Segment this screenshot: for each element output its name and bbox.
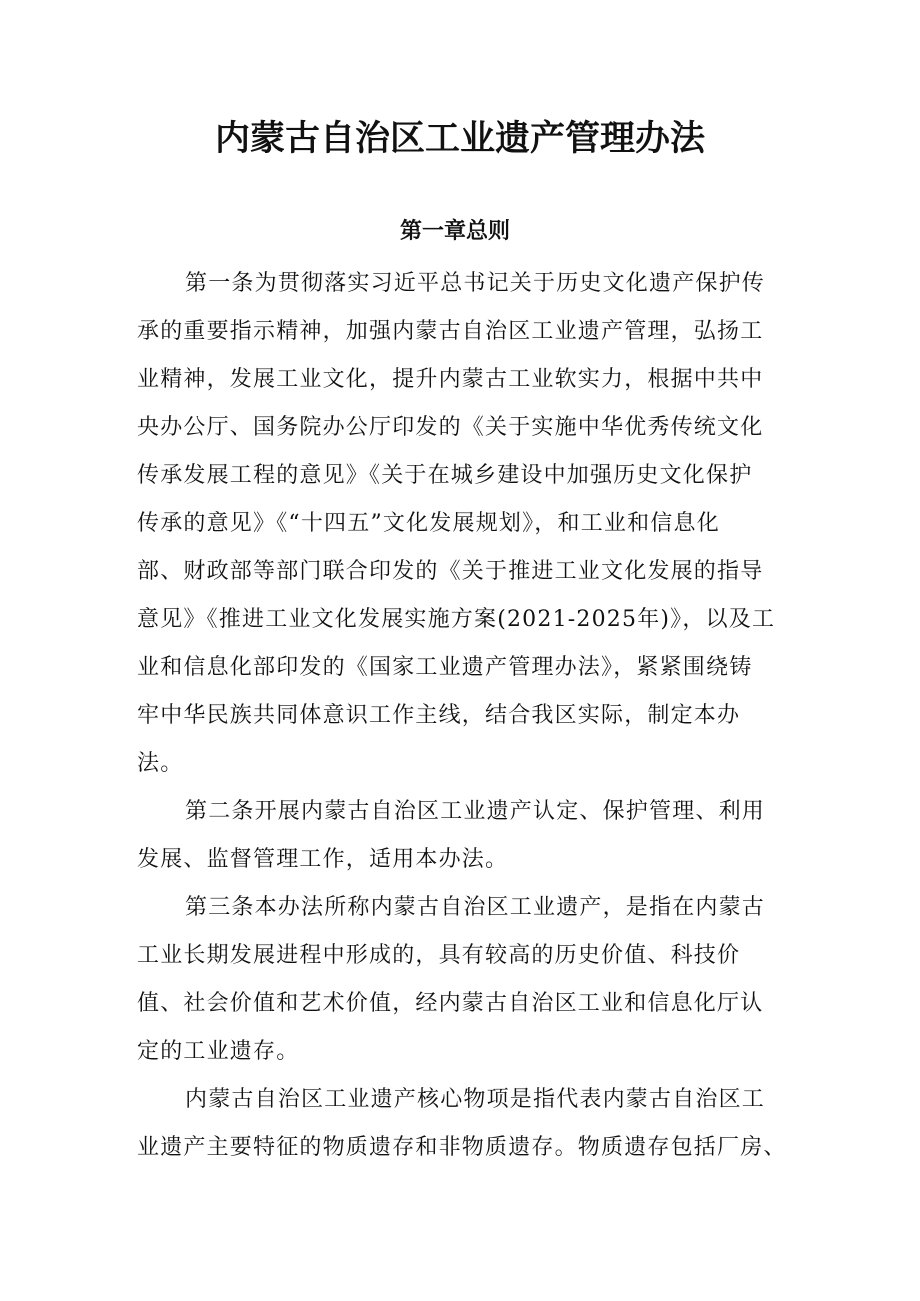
paragraph-line: 内蒙古自治区工业遗产核心物项是指代表内蒙古自治区工 <box>185 1087 766 1112</box>
chapter-heading: 第一章总则 <box>399 218 510 244</box>
document-title: 内蒙古自治区工业遗产管理办法 <box>214 119 705 159</box>
paragraph-line: 业遗产主要特征的物质遗存和非物质遗存。物质遗存包括厂房、 <box>137 1135 787 1160</box>
paragraph-line: 业和信息化部印发的《国家工业遗产管理办法》，紧紧围绕铸 <box>137 655 753 680</box>
paragraph-line: 意见》《推进工业文化发展实施方案(2021-2025年)》，以及工 <box>137 607 776 632</box>
paragraph-line: 第一条为贯彻落实习近平总书记关于历史文化遗产保护传 <box>185 271 766 296</box>
paragraph-line: 传承的意见》《“十四五”文化发展规划》，和工业和信息化 <box>137 511 720 536</box>
paragraph-line: 值、社会价值和艺术价值，经内蒙古自治区工业和信息化厅认 <box>137 991 764 1016</box>
paragraph-line: 第三条本办法所称内蒙古自治区工业遗产，是指在内蒙古 <box>185 895 766 920</box>
paragraph-line: 承的重要指示精神，加强内蒙古自治区工业遗产管理，弘扬工 <box>137 319 764 344</box>
paragraph-line: 传承发展工程的意见》《关于在城乡建设中加强历史文化保护 <box>137 463 753 488</box>
paragraph-line: 央办公厅、国务院办公厅印发的《关于实施中华优秀传统文化 <box>137 415 764 440</box>
paragraph-line: 第二条开展内蒙古自治区工业遗产认定、保护管理、利用 <box>185 799 766 824</box>
paragraph-line: 法。 <box>137 751 184 776</box>
paragraph-line: 业精神，发展工业文化，提升内蒙古工业软实力，根据中共中 <box>137 367 764 392</box>
document-body <box>137 260 787 1172</box>
paragraph-line: 部、财政部等部门联合印发的《关于推进工业文化发展的指导 <box>137 559 764 584</box>
paragraph-line: 定的工业遗存。 <box>137 1039 300 1064</box>
paragraph-line: 工业长期发展进程中形成的，具有较高的历史价值、科技价 <box>137 943 741 968</box>
paragraph-line: 发展、监督管理工作，适用本办法。 <box>137 847 509 872</box>
paragraph-line: 牢中华民族共同体意识工作主线，结合我区实际，制定本办 <box>137 703 741 728</box>
